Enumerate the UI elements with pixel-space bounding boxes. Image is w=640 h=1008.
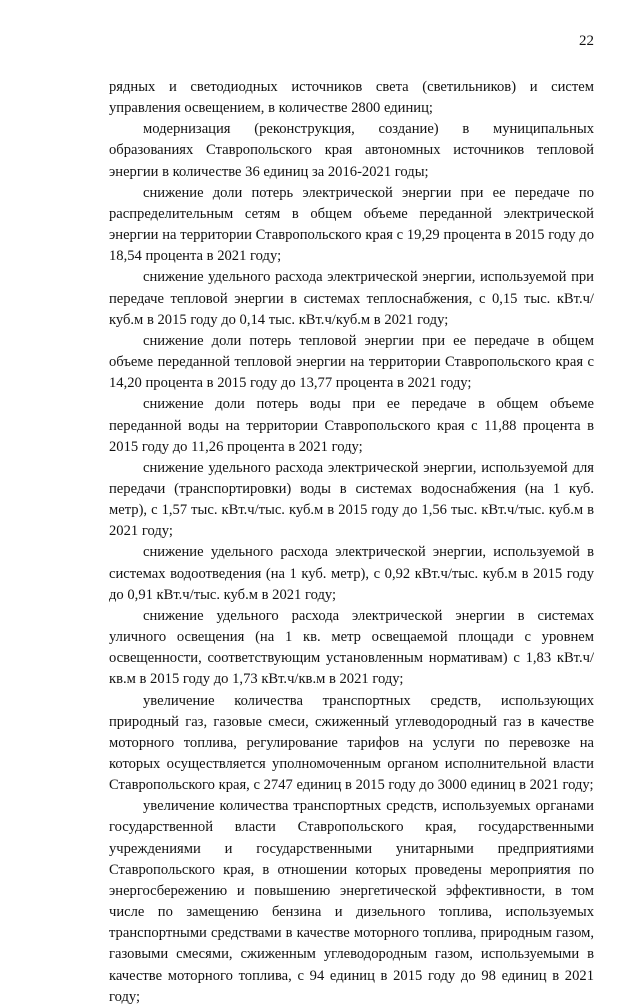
paragraph-2: модернизация (реконструкция, создание) в муниципальных образованиях Ставропольского края автономных источников тепловой энергии в количестве 36 единиц за 2016-2021 годы; [109,121,594,180]
paragraph-6: снижение доли потерь воды при ее передаче в общем объеме переданной воды на территории Ставропольского края с 11,88 процента в 2015 году до 11,26 процента в 2021 году; [109,396,594,455]
paragraph-9: снижение удельного расхода электрической энергии в системах уличного освещения (на 1 кв. метр освещаемой площади с уровнем освещенности, соответствующим установленным нормативам) с 1,83 кВт.ч/кв.м в 2015 году до 1,73 кВт.ч/кв.м в 2021 году; [109,607,594,688]
paragraph-3: снижение доли потерь электрической энергии при ее передаче по распределительным сетям в общем объеме переданной электрической энергии на территории Ставропольского края с 19,29 процента в 2015 году до 18,54 процента в 2021 году; [109,184,594,265]
paragraph-5: снижение доли потерь тепловой энергии при ее передаче в общем объеме переданной тепловой энергии на территории Ставропольского края с 14,20 процента в 2015 году до 13,77 процента в 2021 году; [109,332,594,392]
paragraph-8: снижение удельного расхода электрической энергии, используемой в системах водоотведения (на 1 куб. метр), с 0,92 кВт.ч/тыс. куб.м в 2015 году до 0,91 кВт.ч/тыс. куб.м в 2021 году; [109,544,594,603]
paragraph-11: увеличение количества транспортных средств, используемых органами государственной власти Ставропольского края, государственными учреждениями и государственными унитарными предприятиями Ставропольского края, в отношении которых проведены мероприятия по энергосбережению и повышению энергетической эффективности, в том числе по замещению бензина и дизельного топлива, используемых транспортными средствами в качестве моторного топлива, природным газом, газовыми смесями, сжиженным углеводородным газом, используемыми в качестве моторного топлива, с 94 единиц в 2015 году до 98 единиц в 2021 году; [109,798,594,1005]
paragraph-1: рядных и светодиодных источников света (светильников) и систем управления освещением, в количестве 2800 единиц; [109,79,594,117]
page-number: 22 [579,33,594,49]
paragraph-10: увеличение количества транспортных средств, использующих природный газ, газовые смеси, сжиженный углеводородный газ в качестве моторного топлива, регулирование тарифов на услуги по перевозке на которых осуществляется уполномоченным органом исполнительной власти Ставропольского края, с 2747 единиц в 2015 году до 3000 единиц в 2021 году; [109,692,594,794]
document-body [109,77,594,1008]
paragraph-4: снижение удельного расхода электрической энергии, используемой при передаче тепловой энергии в системах теплоснабжения, с 0,15 тыс. кВт.ч/куб.м в 2015 году до 0,14 тыс. кВт.ч/куб.м в 2021 году; [109,269,594,328]
paragraph-7: снижение удельного расхода электрической энергии, используемой для передачи (транспортировки) воды в системах водоснабжения (на 1 куб. метр), с 1,57 тыс. кВт.ч/тыс. куб.м в 2015 году до 1,56 тыс. кВт.ч/тыс. куб.м в 2021 году; [109,459,594,540]
